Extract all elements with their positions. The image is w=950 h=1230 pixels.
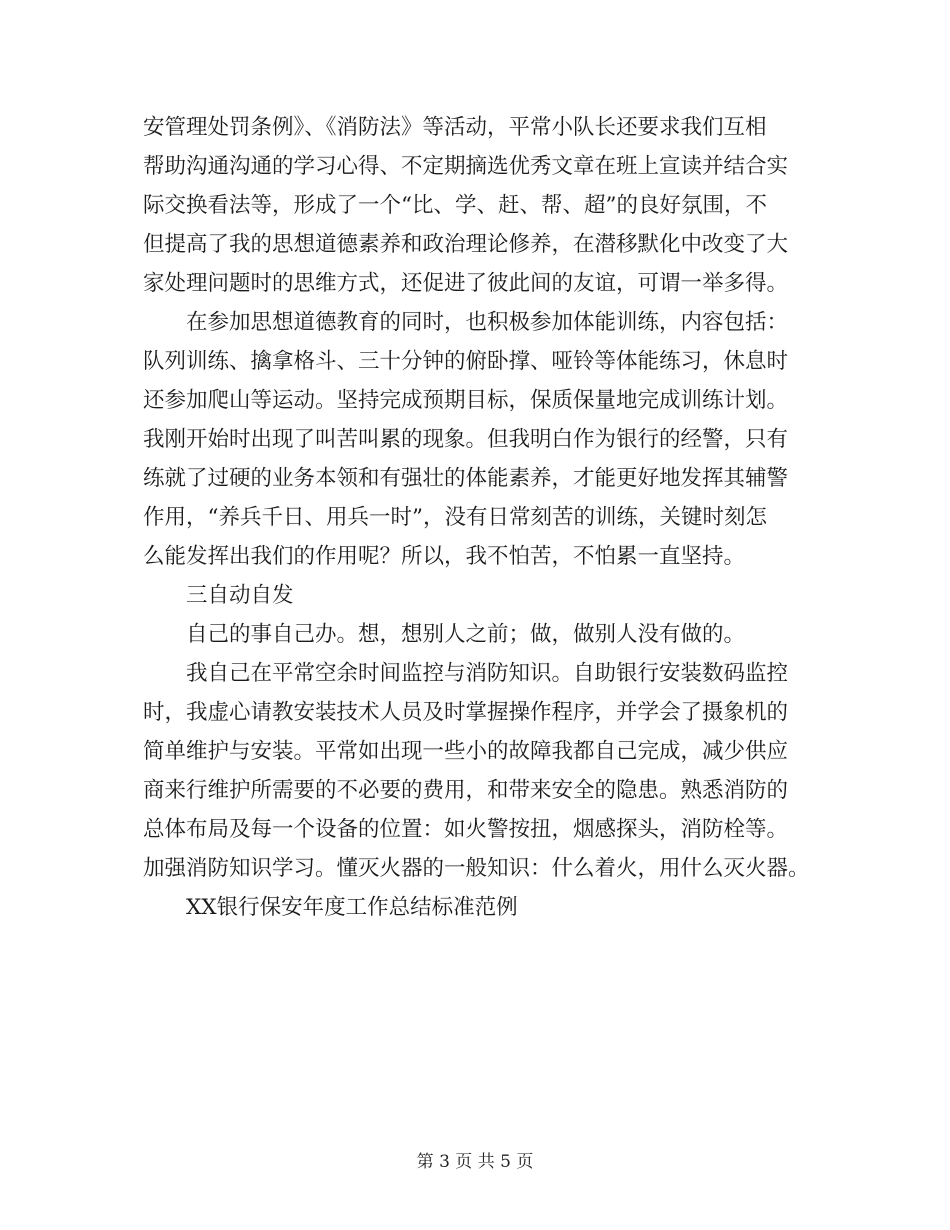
text-line-17: 简单维护与安装。平常如出现一些小的故障我都自己完成，减少供应 [143, 739, 789, 764]
text-line-18: 商来行维护所需要的不必要的费用，和带来安全的隐患。熟悉消防的 [143, 778, 789, 803]
text-line-9: 我刚开始时出现了叫苦叫累的现象。但我明白作为银行的经警，只有 [143, 427, 789, 452]
text-line-8: 还参加爬山等运动。坚持完成预期目标，保质保量地完成训练计划。 [143, 388, 789, 413]
text-line-11: 作用，“养兵千日、用兵一时”，没有日常刻苦的训练，关键时刻怎 [143, 505, 767, 530]
document-body [143, 108, 810, 927]
page-number-footer: 第 3 页 共 5 页 [416, 1152, 534, 1172]
section-heading: 三自动自发 [186, 583, 294, 608]
document-title-line: XX银行保安年度工作总结标准范例 [186, 895, 518, 920]
text-line-6: 在参加思想道德教育的同时，也积极参加体能训练，内容包括： [186, 310, 789, 335]
text-line-4: 但提高了我的思想道德素养和政治理论修养，在潜移默化中改变了大 [143, 232, 789, 257]
text-line-2: 帮助沟通沟通的学习心得、不定期摘选优秀文章在班上宣读并结合实 [143, 154, 789, 179]
text-line-16: 时，我虚心请教安装技术人员及时掌握操作程序，并学会了摄象机的 [143, 700, 789, 725]
text-line-5: 家处理问题时的思维方式，还促进了彼此间的友谊，可谓一举多得。 [143, 271, 789, 296]
text-line-15: 我自己在平常空余时间监控与消防知识。自助银行安装数码监控 [186, 661, 789, 686]
text-line-3: 际交换看法等，形成了一个“比、学、赶、帮、超”的良好氛围，不 [143, 193, 767, 218]
text-line-7: 队列训练、擒拿格斗、三十分钟的俯卧撑、哑铃等体能练习，休息时 [143, 349, 789, 374]
text-line-20: 加强消防知识学习。懂灭火器的一般知识：什么着火，用什么灭火器。 [143, 856, 810, 881]
text-line-1: 安管理处罚条例》、《消防法》等活动，平常小队长还要求我们互相 [143, 115, 767, 140]
text-line-10: 练就了过硬的业务本领和有强壮的体能素养，才能更好地发挥其辅警 [143, 466, 789, 491]
text-line-12: 么能发挥出我们的作用呢？所以，我不怕苦，不怕累一直坚持。 [143, 544, 746, 569]
text-line-14: 自己的事自己办。想，想别人之前；做，做别人没有做的。 [186, 622, 746, 647]
text-line-19: 总体布局及每一个设备的位置：如火警按扭，烟感探头，消防栓等。 [143, 817, 789, 842]
